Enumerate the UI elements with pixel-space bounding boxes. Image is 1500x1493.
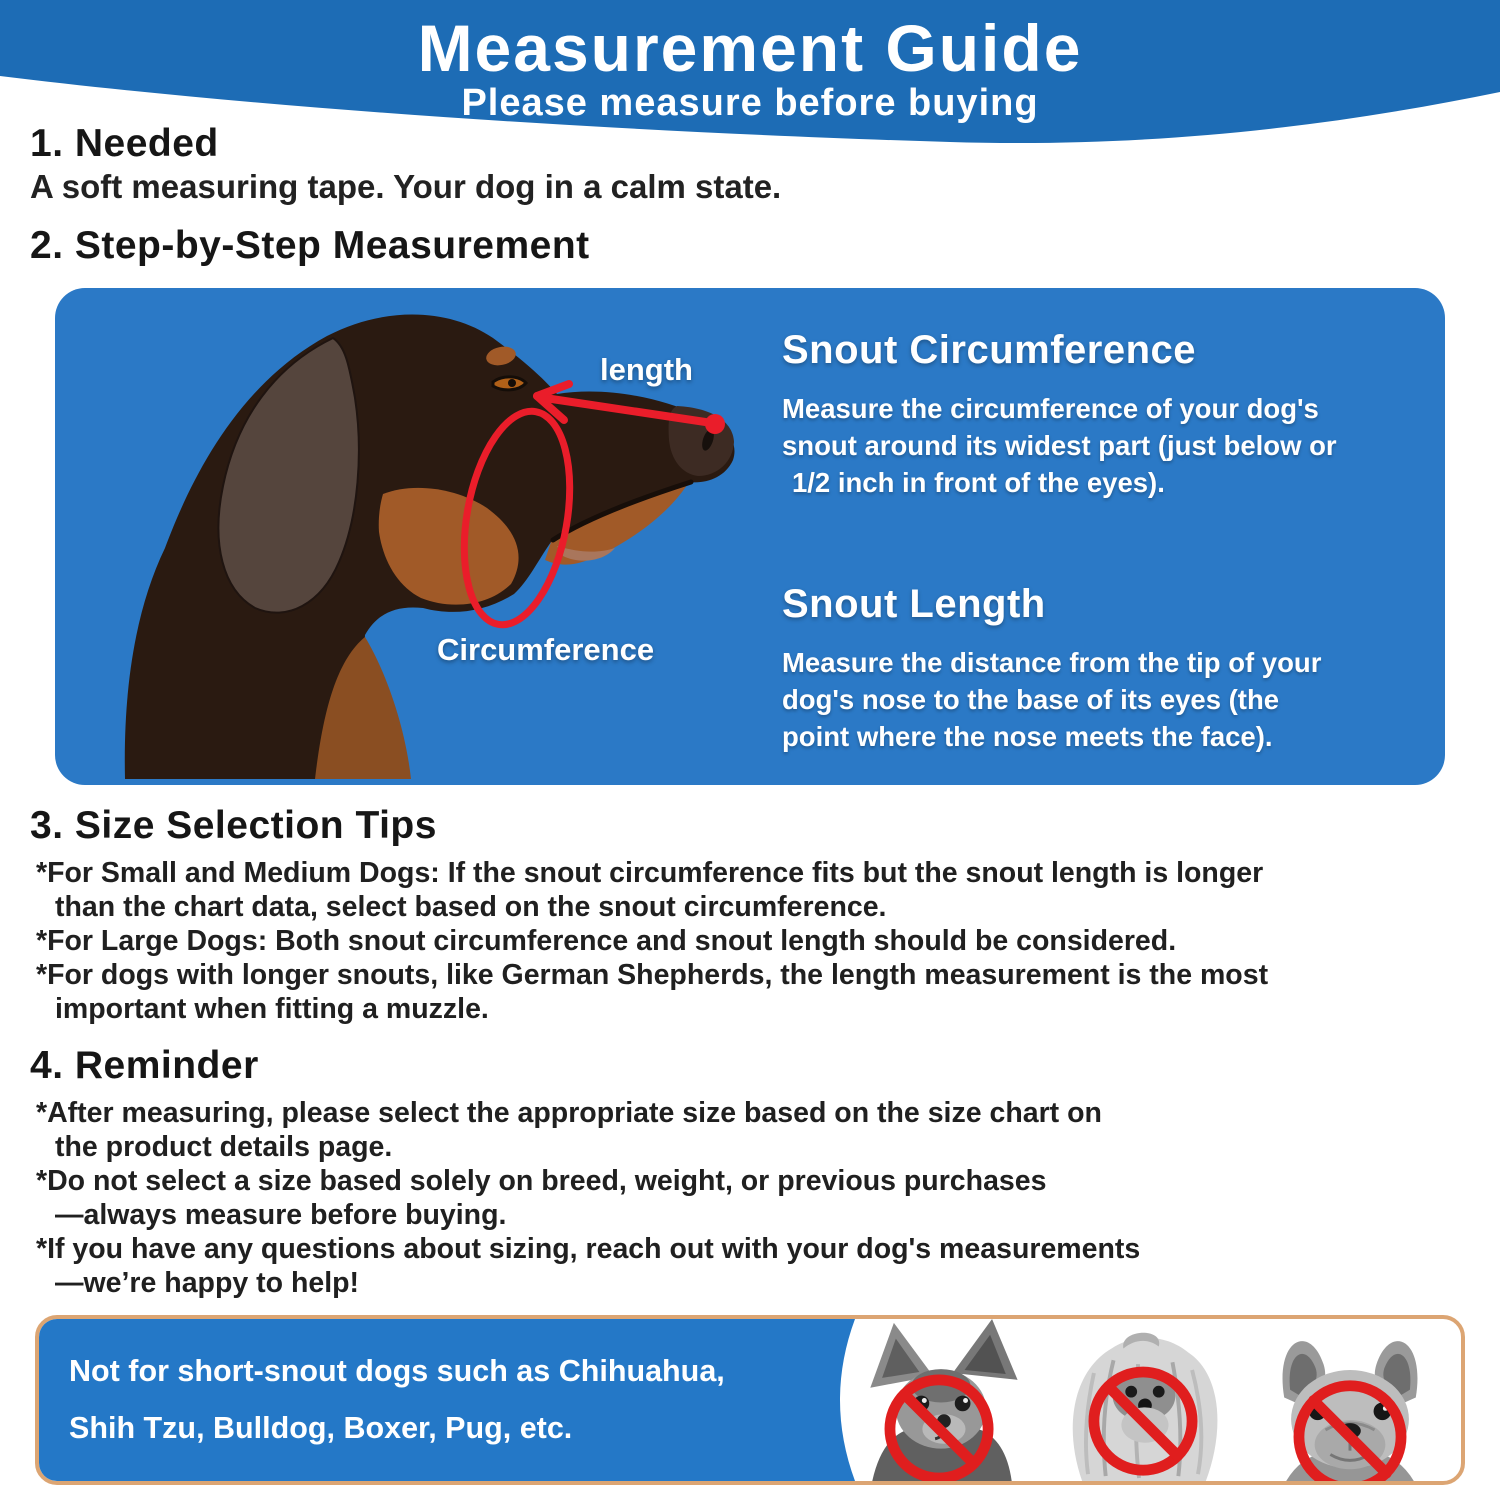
snout-circumference-heading: Snout Circumference (782, 328, 1197, 372)
snout-length-heading: Snout Length (782, 582, 1046, 626)
text-line: snout around its widest part (just below or (782, 430, 1337, 461)
tips-text (36, 856, 1268, 1026)
tip-line: *For Small and Medium Dogs: If the snout circumference fits but the snout length is longer (36, 857, 1264, 889)
chihuahua-photo (841, 1319, 1041, 1481)
reminder-line: *Do not select a size based solely on breed, weight, or previous purchases (36, 1165, 1047, 1197)
warning-text (69, 1343, 725, 1457)
warning-dog-photos (841, 1319, 1455, 1481)
text-line: dog's nose to the base of its eyes (the (782, 684, 1280, 715)
snout-circumference-text (782, 390, 1337, 501)
needed-body-text: A soft measuring tape. Your dog in a calm state. (30, 168, 782, 205)
tip-line: than the chart data, select based on the snout circumference. (55, 891, 887, 923)
measurement-panel (55, 288, 1445, 785)
french-bulldog-photo (1245, 1319, 1455, 1481)
warning-line: Not for short-snout dogs such as Chihuahua, (69, 1354, 725, 1388)
text-line: point where the nose meets the face). (782, 721, 1273, 752)
length-label: length (600, 352, 693, 387)
header-banner (0, 0, 1500, 152)
reminder-line: *After measuring, please select the appropriate size based on the size chart on (36, 1097, 1102, 1129)
section-heading-reminder: 4. Reminder (30, 1044, 259, 1087)
section-heading-needed: 1. Needed (30, 122, 219, 165)
reminder-text (36, 1096, 1140, 1300)
section-heading-steps: 2. Step-by-Step Measurement (30, 224, 590, 267)
page-subtitle: Please measure before buying (461, 82, 1039, 124)
warning-banner (35, 1315, 1465, 1485)
tip-line: important when fitting a muzzle. (55, 993, 489, 1025)
shih-tzu-photo (1043, 1319, 1243, 1481)
snout-length-text (782, 644, 1321, 755)
text-line: Measure the distance from the tip of your (782, 647, 1322, 678)
circumference-label: Circumference (437, 632, 655, 667)
text-line: Measure the circumference of your dog's (782, 393, 1319, 424)
section-heading-tips: 3. Size Selection Tips (30, 804, 437, 847)
reminder-line: the product details page. (55, 1131, 393, 1163)
page-title: Measurement Guide (417, 11, 1083, 85)
reminder-line: —we’re happy to help! (55, 1267, 360, 1299)
reminder-line: —always measure before buying. (55, 1199, 507, 1231)
text-line: 1/2 inch in front of the eyes). (792, 467, 1165, 498)
tip-line: *For Large Dogs: Both snout circumference and snout length should be considered. (36, 925, 1177, 957)
reminder-line: *If you have any questions about sizing, reach out with your dog's measurements (36, 1233, 1141, 1265)
tip-line: *For dogs with longer snouts, like German Shepherds, the length measurement is the most (36, 959, 1269, 991)
warning-line: Shih Tzu, Bulldog, Boxer, Pug, etc. (69, 1411, 573, 1445)
